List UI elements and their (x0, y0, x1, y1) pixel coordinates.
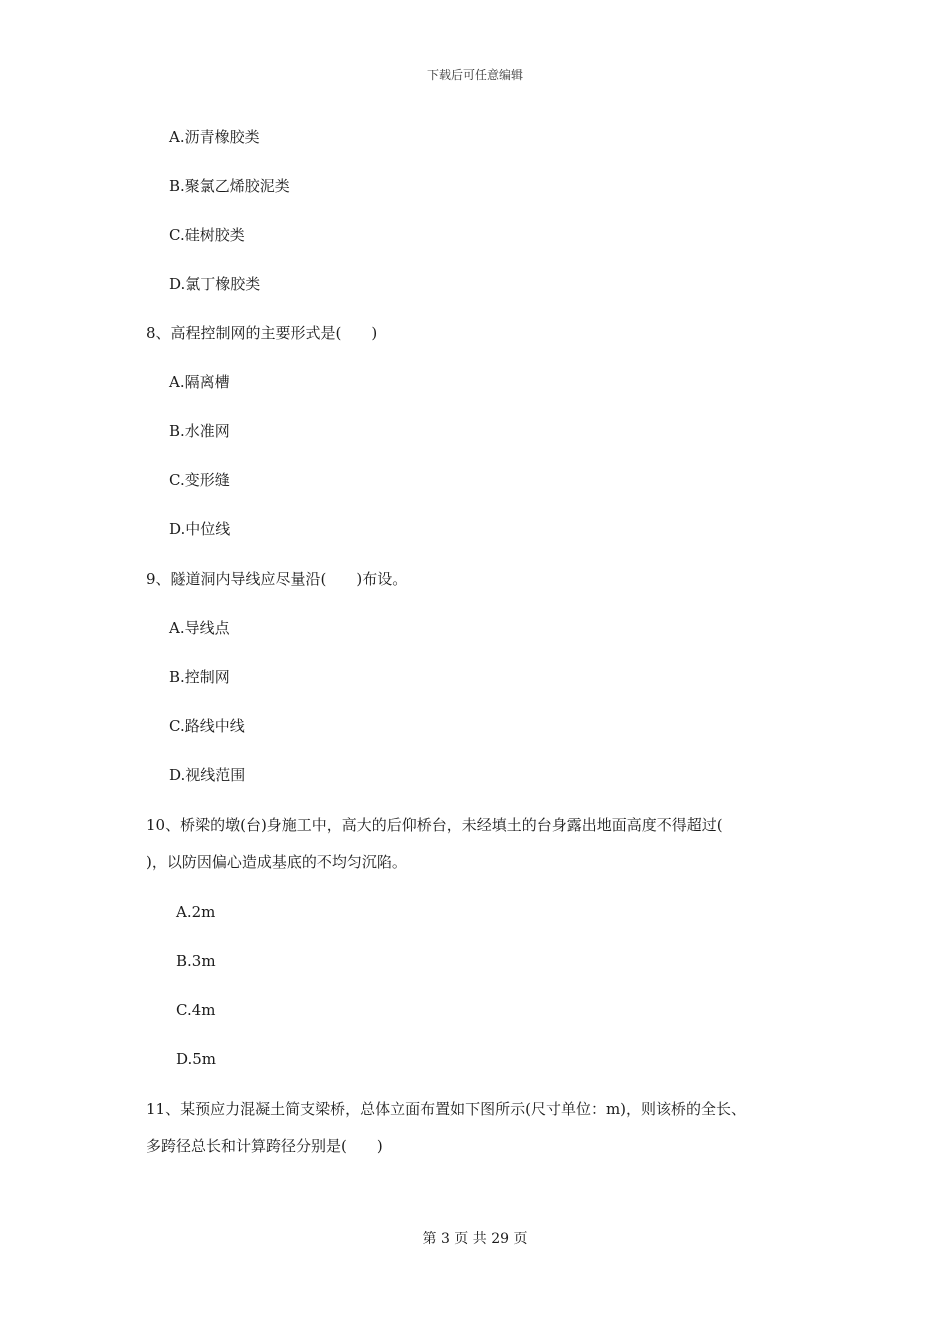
q11-stem-line1: 11、某预应力混凝土简支梁桥，总体立面布置如下图所示(尺寸单位：m)，则该桥的全长、 (146, 1100, 747, 1118)
q11-stem-line2: 多跨径总长和计算跨径分别是( ) (146, 1137, 383, 1155)
q9-option-b: B.控制网 (169, 668, 230, 686)
page-header: 下载后可任意编辑 (426, 68, 523, 82)
q8-option-d: D.中位线 (169, 520, 231, 538)
q10-stem-line1: 10、桥梁的墩(台)身施工中，高大的后仰桥台，未经填土的台身露出地面高度不得超过( (146, 816, 723, 834)
q8-option-b: B.水准网 (169, 422, 230, 440)
q9-option-a: A.导线点 (169, 619, 230, 637)
q10-option-b: B.3m (176, 952, 216, 970)
q8-option-c: C.变形缝 (169, 471, 230, 489)
q7-option-a: A.沥青橡胶类 (169, 128, 260, 146)
q8-option-a: A.隔离槽 (169, 373, 230, 391)
q7-option-b: B.聚氯乙烯胶泥类 (169, 177, 290, 195)
q9-stem: 9、隧道洞内导线应尽量沿( )布设。 (146, 570, 408, 588)
q10-stem-line2: )，以防因偏心造成基底的不均匀沉陷。 (146, 853, 407, 871)
q9-option-d: D.视线范围 (169, 766, 246, 784)
q10-option-d: D.5m (176, 1050, 217, 1068)
q10-option-c: C.4m (176, 1001, 216, 1019)
q8-stem: 8、高程控制网的主要形式是( ) (146, 324, 378, 342)
q10-option-a: A.2m (176, 903, 216, 921)
q9-option-c: C.路线中线 (169, 717, 245, 735)
q7-option-c: C.硅树胶类 (169, 226, 245, 244)
page-footer: 第 3 页 共 29 页 (422, 1231, 528, 1247)
q7-option-d: D.氯丁橡胶类 (169, 275, 261, 293)
